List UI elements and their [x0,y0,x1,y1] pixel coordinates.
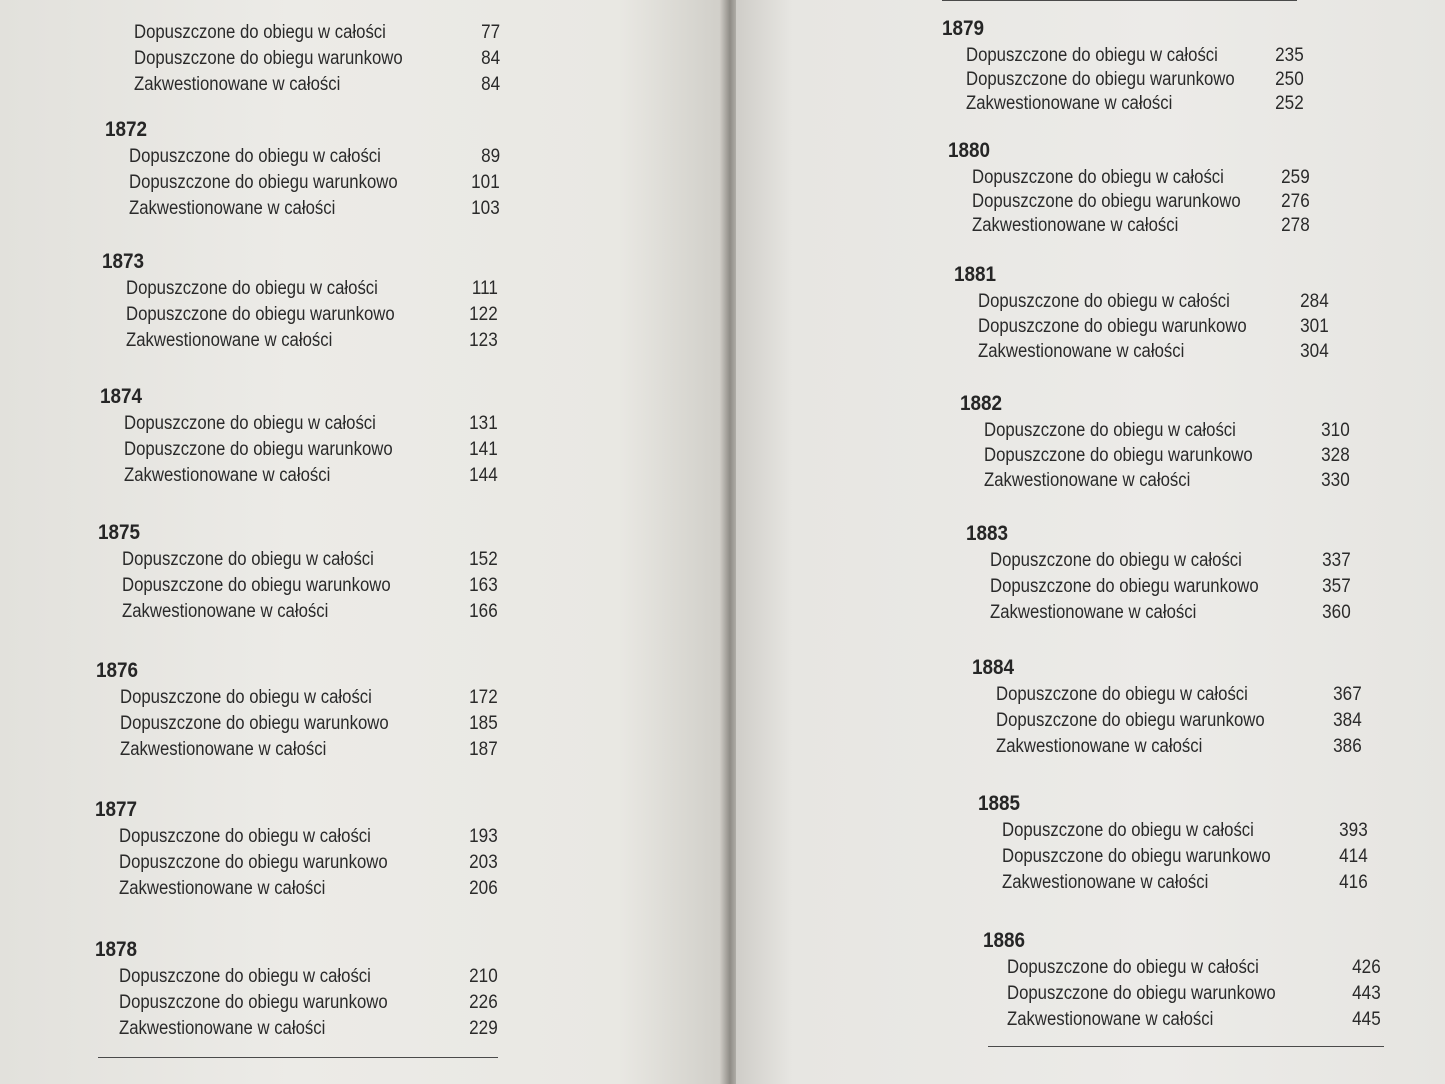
toc-entry-label: Dopuszczone do obiegu w całości [119,966,371,987]
toc-row [948,165,1310,189]
toc-page-number: 357 [1322,576,1351,597]
toc-page-number: 276 [1281,191,1310,212]
year-heading: 1873 [102,250,145,273]
toc-entry-label: Dopuszczone do obiegu w całości [119,826,371,847]
toc-page-number: 252 [1275,93,1304,114]
toc-row [105,170,500,196]
year-heading: 1877 [95,798,138,821]
toc-row [95,990,498,1016]
toc-page-number: 210 [469,966,498,987]
toc-row [98,547,498,573]
toc-row [95,964,498,990]
toc-page-number: 103 [471,198,500,219]
toc-row [942,91,1304,115]
toc-page-number: 250 [1275,69,1304,90]
toc-entry-label: Dopuszczone do obiegu w całości [984,420,1236,441]
toc-page-number: 77 [480,22,500,43]
toc-row [96,685,498,711]
toc-entry-label: Dopuszczone do obiegu w całości [996,684,1248,705]
toc-page-number: 172 [469,687,498,708]
toc-row [95,850,498,876]
toc-year-block [105,118,500,222]
toc-page-number: 384 [1333,710,1362,731]
toc-entry-label: Dopuszczone do obiegu warunkowo [966,69,1235,90]
toc-page-number: 206 [469,878,498,899]
toc-entry-label: Dopuszczone do obiegu warunkowo [984,445,1253,466]
toc-row [96,737,498,763]
year-heading: 1881 [954,263,997,286]
toc-entry-label: Dopuszczone do obiegu warunkowo [119,852,388,873]
toc-row [960,418,1350,443]
toc-row [105,144,500,170]
right-page [736,0,1445,1084]
toc-entry-label: Zakwestionowane w całości [124,465,331,486]
toc-entry-label: Zakwestionowane w całości [119,878,326,899]
toc-year-block [95,798,498,902]
toc-entry-label: Zakwestionowane w całości [966,93,1173,114]
toc-entry-label: Dopuszczone do obiegu w całości [978,291,1230,312]
toc-year-block [102,250,498,354]
toc-row [972,734,1362,760]
toc-year-block [966,522,1351,626]
toc-page-number: 304 [1300,341,1329,362]
toc-entry-label: Dopuszczone do obiegu w całości [129,146,381,167]
toc-row [942,43,1304,67]
toc-entry-label: Dopuszczone do obiegu warunkowo [129,172,398,193]
year-heading: 1876 [96,659,139,682]
toc-entry-label: Zakwestionowane w całości [122,601,329,622]
toc-entry-label: Dopuszczone do obiegu w całości [134,22,386,43]
toc-row [100,437,498,463]
toc-page-number: 84 [480,48,500,69]
bottom-rule [98,1057,498,1058]
toc-row [960,468,1350,493]
toc-entry-label: Zakwestionowane w całości [984,470,1191,491]
toc-page-number: 203 [469,852,498,873]
toc-row [978,870,1368,896]
toc-entry-label: Zakwestionowane w całości [129,198,336,219]
toc-entry-label: Zakwestionowane w całości [1002,872,1209,893]
toc-page-number: 89 [480,146,500,167]
toc-row [954,314,1329,339]
toc-year-block [942,17,1304,115]
toc-entry-label: Dopuszczone do obiegu warunkowo [119,992,388,1013]
toc-row [972,682,1362,708]
toc-page-number: 166 [469,601,498,622]
toc-page-number: 328 [1321,445,1350,466]
toc-entry-label: Dopuszczone do obiegu warunkowo [124,439,393,460]
toc-page-number: 416 [1339,872,1368,893]
toc-page-number: 284 [1300,291,1329,312]
toc-entry-label: Zakwestionowane w całości [1007,1009,1214,1030]
toc-entry-label: Dopuszczone do obiegu warunkowo [972,191,1241,212]
toc-entry-label: Zakwestionowane w całości [978,341,1185,362]
year-heading: 1883 [966,522,1009,545]
toc-entry-label: Dopuszczone do obiegu warunkowo [1007,983,1276,1004]
toc-row [102,328,498,354]
top-rule [942,0,1297,1]
toc-row [966,600,1351,626]
toc-entry-label: Dopuszczone do obiegu warunkowo [122,575,391,596]
toc-page-number: 122 [469,304,498,325]
toc-entry-label: Dopuszczone do obiegu w całości [966,45,1218,66]
toc-page-number: 187 [469,739,498,760]
toc-year-block [96,659,498,763]
toc-page-number: 426 [1352,957,1381,978]
toc-row [100,463,498,489]
toc-year-block [100,385,498,489]
toc-page-number: 330 [1321,470,1350,491]
toc-entry-label: Zakwestionowane w całości [972,215,1179,236]
year-heading: 1878 [95,938,138,961]
toc-page-number: 111 [471,278,498,299]
toc-page-number: 393 [1339,820,1368,841]
toc-entry-label: Dopuszczone do obiegu w całości [122,549,374,570]
year-heading: 1872 [105,118,148,141]
toc-page-number: 310 [1321,420,1350,441]
toc-row [105,196,500,222]
toc-entry-label: Dopuszczone do obiegu w całości [126,278,378,299]
toc-year-block [948,139,1310,237]
toc-page-number: 229 [469,1018,498,1039]
toc-page-number: 445 [1352,1009,1381,1030]
toc-row [948,189,1310,213]
toc-row [100,411,498,437]
toc-page-number: 152 [469,549,498,570]
toc-year-block [95,938,498,1042]
toc-entry-label: Zakwestionowane w całości [990,602,1197,623]
toc-entry-label: Zakwestionowane w całości [996,736,1203,757]
toc-row [95,824,498,850]
toc-page-number: 443 [1352,983,1381,1004]
bottom-rule [988,1046,1384,1047]
year-heading: 1880 [948,139,991,162]
toc-year-block [98,521,498,625]
toc-page-number: 278 [1281,215,1310,236]
toc-page-number: 337 [1322,550,1351,571]
toc-row [98,599,498,625]
toc-row [960,443,1350,468]
toc-row [98,573,498,599]
toc-row [983,955,1381,981]
toc-row [966,548,1351,574]
toc-entry-label: Zakwestionowane w całości [134,74,341,95]
toc-year-block [983,929,1381,1033]
toc-page-number: 141 [469,439,498,460]
toc-entry-label: Dopuszczone do obiegu warunkowo [134,48,403,69]
toc-entry-label: Dopuszczone do obiegu w całości [972,167,1224,188]
toc-entry-label: Dopuszczone do obiegu w całości [1007,957,1259,978]
toc-page-number: 235 [1275,45,1304,66]
toc-page-number: 360 [1322,602,1351,623]
toc-row [983,1007,1381,1033]
toc-page-number: 185 [469,713,498,734]
toc-page-number: 144 [469,465,498,486]
toc-row [942,67,1304,91]
toc-page-number: 386 [1333,736,1362,757]
toc-row [954,339,1329,364]
toc-row [96,711,498,737]
toc-entry-label: Dopuszczone do obiegu w całości [124,413,376,434]
toc-entry-label: Dopuszczone do obiegu warunkowo [990,576,1259,597]
year-heading: 1884 [972,656,1015,679]
toc-row [95,876,498,902]
toc-page-number: 259 [1281,167,1310,188]
toc-entry-label: Zakwestionowane w całości [119,1018,326,1039]
toc-page-number: 123 [469,330,498,351]
toc-year-block [954,263,1329,364]
toc-row [954,289,1329,314]
toc-entry-label: Zakwestionowane w całości [120,739,327,760]
toc-year-block [960,392,1350,493]
year-heading: 1886 [983,929,1026,952]
year-heading: 1875 [98,521,141,544]
toc-page-number: 367 [1333,684,1362,705]
toc-page-number: 84 [480,74,500,95]
toc-page-number: 101 [471,172,500,193]
toc-row [102,302,498,328]
toc-page-number: 301 [1300,316,1329,337]
year-heading: 1882 [960,392,1003,415]
toc-row [983,981,1381,1007]
toc-entry-label: Dopuszczone do obiegu warunkowo [978,316,1247,337]
toc-entry-label: Dopuszczone do obiegu w całości [1002,820,1254,841]
year-heading: 1885 [978,792,1021,815]
toc-entry-label: Dopuszczone do obiegu w całości [990,550,1242,571]
toc-page-number: 226 [469,992,498,1013]
toc-row [948,213,1310,237]
toc-row [978,818,1368,844]
toc-page-number: 414 [1339,846,1368,867]
toc-row [972,708,1362,734]
toc-row [102,276,498,302]
toc-entry-label: Dopuszczone do obiegu warunkowo [1002,846,1271,867]
toc-row [95,1016,498,1042]
year-heading: 1879 [942,17,985,40]
toc-page-number: 193 [469,826,498,847]
toc-row [978,844,1368,870]
toc-year-block [978,792,1368,896]
year-heading: 1874 [100,385,143,408]
toc-row [966,574,1351,600]
toc-entry-label: Dopuszczone do obiegu warunkowo [126,304,395,325]
toc-entry-label: Dopuszczone do obiegu warunkowo [120,713,389,734]
toc-page-number: 163 [469,575,498,596]
toc-year-block [972,656,1362,760]
toc-entry-label: Zakwestionowane w całości [126,330,333,351]
toc-entry-label: Dopuszczone do obiegu w całości [120,687,372,708]
toc-entry-label: Dopuszczone do obiegu warunkowo [996,710,1265,731]
toc-page-number: 131 [469,413,498,434]
